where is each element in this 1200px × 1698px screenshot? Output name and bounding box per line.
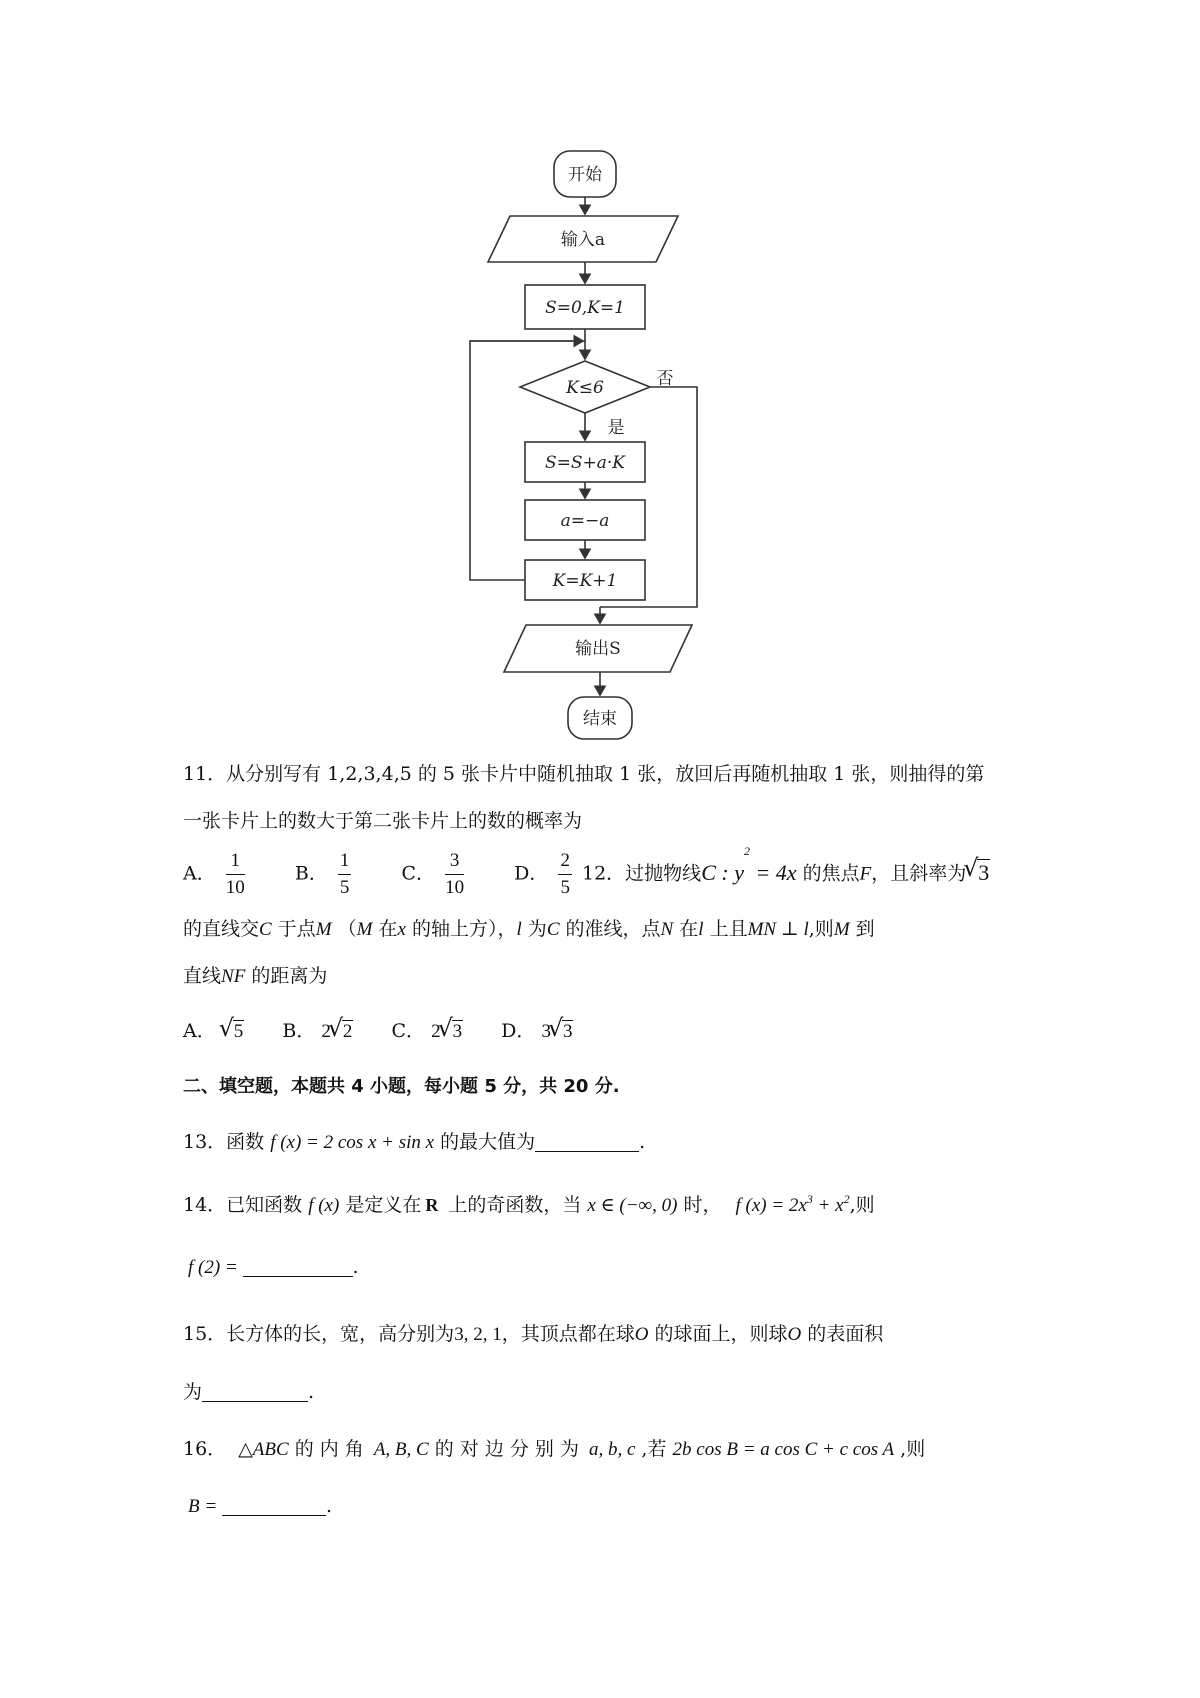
q15-line2: 为 . <box>183 1381 315 1403</box>
q11-option-b-value: $\frac{1}{5}$ <box>339 850 350 898</box>
q16-line2: B = . <box>188 1495 332 1517</box>
q12-option-c-label: C． <box>391 1020 426 1042</box>
q12-option-d-value: 3√ 3 <box>541 1021 573 1042</box>
flow-yes-label: 是 <box>607 418 625 438</box>
q11-option-d-value: $\frac{2}{5}$ <box>560 850 570 898</box>
q13-answer-blank[interactable] <box>535 1133 639 1152</box>
q11-option-c-label: C． <box>401 862 436 885</box>
flow-no-label: 否 <box>656 369 674 389</box>
section-heading: 二、填空题，本题共 4 小题，每小题 5 分，共 20 分. <box>183 1076 620 1097</box>
flow-output-text: 输出S <box>575 639 621 659</box>
q15-answer-blank[interactable] <box>202 1383 308 1402</box>
q11-option-c-value: $\frac{3}{10}$ <box>445 850 465 898</box>
flow-step2-text: a=−a <box>560 511 610 531</box>
q12-parabola: C : $y^2 = 4x$ <box>701 844 797 885</box>
q14-line1: 14．已知函数 f (x) 是定义在 R 上的奇函数，当 x ∈ (−∞, 0) 时， f $(x) = 2x^3 + x^2$,则 <box>183 1192 875 1216</box>
q12-line3: 直线NF 的距离为 <box>183 965 328 987</box>
q16-line1: 16． △ABC 的 内 角 A, B, C 的 对 边 分 别 为 a, b, c ,若 2b cos B = a cos C + c cos A ,则 <box>183 1438 926 1460</box>
q12-option-b-label: B． <box>282 1020 316 1042</box>
q16-answer-blank[interactable] <box>222 1497 326 1516</box>
flowchart <box>0 0 1200 740</box>
q14-line2: f (2) = . <box>188 1256 359 1278</box>
q11-line1: 11．从分别写有 1,2,3,4,5 的 5 张卡片中随机抽取 1 张，放回后再随机抽取 1 张，则抽得的第 <box>183 763 985 785</box>
q12-option-d-label: D． <box>501 1020 536 1042</box>
q12-option-c-value: 2√ 3 <box>431 1021 463 1042</box>
q11-option-a-label: A． <box>183 862 216 885</box>
q11-options-line: A． $\frac{1}{10}$ B． $\frac{1}{5}$ C． $\frac{3}{10}$ D． $\frac{2}{5}$ 12．过抛物线C : $y^2 = 4x$ 的焦点F，且斜率为√ 3 <box>183 848 990 901</box>
q12-option-a-value: √ 5 <box>222 1022 245 1041</box>
q11-line2: 一张卡片上的数大于第二张卡片上的数的概率为 <box>183 810 583 832</box>
flow-step1-text: S=S+a·K <box>544 453 626 473</box>
flow-start-text: 开始 <box>568 165 602 185</box>
q11-option-a-value: $\frac{1}{10}$ <box>225 850 245 898</box>
q12-options-line <box>183 1022 573 1041</box>
q15-line1: 15．长方体的长，宽，高分别为3, 2, 1，其顶点都在球O 的球面上，则球O 的表面积 <box>183 1323 884 1345</box>
flow-step3-text: K=K+1 <box>552 571 618 591</box>
q11-option-d-label: D． <box>514 862 549 885</box>
q11-option-b-label: B． <box>294 862 328 885</box>
q12-slope: √ 3 <box>966 862 990 884</box>
q13-line: 13．函数 f (x) = 2 cos x + sin x 的最大值为 . <box>183 1131 646 1153</box>
q12-option-a-label: A． <box>183 1020 216 1042</box>
q12-line2: 的直线交C 于点M （M 在x 的轴上方），l 为C 的准线，点N 在l 上且MN ⊥ l,则M 到 <box>183 918 875 940</box>
q12-option-b-value: 2√ 2 <box>321 1021 353 1042</box>
flow-condition-text: K≤6 <box>566 378 604 398</box>
flow-input-text: 输入a <box>560 230 606 250</box>
q12-intro: 12．过抛物线 <box>582 862 702 885</box>
flow-init-text: S=0,K=1 <box>545 298 625 318</box>
flow-end-text: 结束 <box>583 709 617 729</box>
q14-answer-blank[interactable] <box>243 1258 353 1277</box>
